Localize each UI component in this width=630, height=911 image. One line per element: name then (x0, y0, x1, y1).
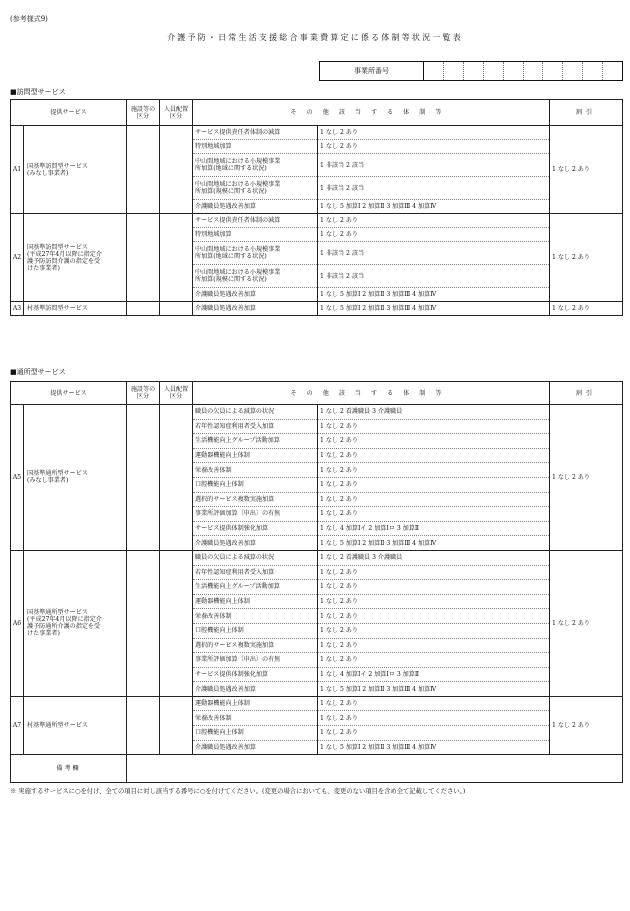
system-item-label: 栄養改善体制 (193, 711, 318, 726)
system-item-label: 口腔機能向上体制 (193, 477, 318, 492)
service-code: A5 (11, 405, 24, 551)
system-item-label: 生活機能向上グループ活動加算 (193, 580, 318, 595)
staff-type-cell[interactable] (160, 405, 193, 551)
system-item-label: 介護職員処遇改善加算 (193, 740, 318, 755)
system-item-options[interactable]: 1 なし 2 あり (318, 609, 550, 624)
system-item-label: 中山間地域における小規模事業 所加算(地域に関する状況) (193, 154, 318, 177)
system-item-label: 中山間地域における小規模事業 所加算(地域に関する状況) (193, 242, 318, 265)
service-name[interactable]: 村基準通所型サービス (24, 696, 127, 754)
system-item-label: 運動器機能向上体制 (193, 696, 318, 711)
service-name[interactable]: 国基準訪問型サービス (平成27年4月以降に指定介 護予防訪問介護の指定を受 けた事業者) (24, 214, 127, 302)
system-item-label: 職員の欠員による減算の状況 (193, 405, 318, 420)
day-service-table (10, 381, 623, 783)
visit-service-table (10, 99, 623, 316)
system-item-label: 事業所評価加算〔申出〕の有無 (193, 653, 318, 668)
system-item-label: 介護職員処遇改善加算 (193, 536, 318, 551)
system-item-options[interactable]: 1 なし 2 あり (318, 594, 550, 609)
discount-options[interactable]: 1 なし 2 あり (550, 550, 623, 696)
system-item-options[interactable]: 1 なし 2 あり (318, 711, 550, 726)
header-discount: 割引 (550, 382, 623, 405)
system-item-label: サービス提供体制強化加算 (193, 521, 318, 536)
office-number-digit[interactable] (504, 62, 524, 80)
table-row (11, 696, 623, 711)
facility-type-cell[interactable] (127, 302, 160, 316)
system-item-options[interactable]: 1 なし 2 あり (318, 463, 550, 478)
header-other-systems: その他該当する体制等 (193, 100, 550, 126)
discount-options[interactable]: 1 なし 2 あり (550, 302, 623, 316)
system-item-label: 生活機能向上グループ活動加算 (193, 434, 318, 449)
staff-type-cell[interactable] (160, 302, 193, 316)
system-item-options[interactable]: 1 なし 2 あり (318, 638, 550, 653)
office-number-digit[interactable] (563, 62, 583, 80)
visit-section-title: ■訪問型サービス (10, 88, 66, 96)
system-item-label: 運動器機能向上体制 (193, 448, 318, 463)
service-name[interactable]: 国基準訪問型サービス (みなし事業者) (24, 126, 127, 214)
office-number-box (319, 61, 623, 81)
system-item-label: 介護職員処遇改善加算 (193, 288, 318, 302)
staff-type-cell[interactable] (160, 214, 193, 302)
table-row (11, 214, 623, 228)
staff-type-cell[interactable] (160, 696, 193, 754)
system-item-options[interactable]: 1 なし 5 加算Ⅰ 2 加算Ⅱ 3 加算Ⅲ 4 加算Ⅳ (318, 740, 550, 755)
service-name[interactable]: 国基準通所型サービス (平成27年4月以降に指定介 護予防通所介護の指定を受 けた事業者) (24, 550, 127, 696)
service-code: A3 (11, 302, 24, 316)
system-item-options[interactable]: 1 なし 2 あり (318, 140, 550, 154)
system-item-options[interactable]: 1 なし 5 加算Ⅰ 2 加算Ⅱ 3 加算Ⅲ 4 加算Ⅳ (318, 288, 550, 302)
office-number-label: 事業所番号 (320, 62, 424, 80)
system-item-options[interactable]: 1 なし 2 看護職員 3 介護職員 (318, 405, 550, 420)
system-item-options[interactable]: 1 なし 2 あり (318, 726, 550, 741)
office-number-digit[interactable] (484, 62, 504, 80)
office-number-digit[interactable] (583, 62, 603, 80)
system-item-options[interactable]: 1 なし 5 加算Ⅰ 2 加算Ⅱ 3 加算Ⅲ 4 加算Ⅳ (318, 200, 550, 214)
table-row (11, 550, 623, 565)
system-item-label: 選択的サービス複数実施加算 (193, 638, 318, 653)
day-section-title: ■通所型サービス (10, 368, 66, 376)
system-item-options[interactable]: 1 なし 2 看護職員 3 介護職員 (318, 550, 550, 565)
header-staff-type: 人員配置区分 (160, 382, 193, 405)
table-row (11, 126, 623, 140)
office-number-digit[interactable] (543, 62, 563, 80)
system-item-options[interactable]: 1 なし 2 あり (318, 492, 550, 507)
system-item-options[interactable]: 1 なし 4 加算Ⅰイ 2 加算Ⅰロ 3 加算Ⅱ (318, 521, 550, 536)
facility-type-cell[interactable] (127, 550, 160, 696)
header-service: 提供サービス (11, 100, 127, 126)
system-item-label: 口腔機能向上体制 (193, 726, 318, 741)
system-item-options[interactable]: 1 なし 2 あり (318, 228, 550, 242)
system-item-label: サービス提供責任者体制の減算 (193, 126, 318, 140)
header-staff-type: 人員配置区分 (160, 100, 193, 126)
system-item-options[interactable]: 1 なし 4 加算Ⅰイ 2 加算Ⅰロ 3 加算Ⅱ (318, 667, 550, 682)
system-item-options[interactable]: 1 なし 2 あり (318, 565, 550, 580)
system-item-label: 選択的サービス複数実施加算 (193, 492, 318, 507)
office-number-digit[interactable] (424, 62, 444, 80)
service-name[interactable]: 国基準通所型サービス (みなし事業者) (24, 405, 127, 551)
system-item-options[interactable]: 1 非該当 2 該当 (318, 177, 550, 200)
system-item-options[interactable]: 1 なし 2 あり (318, 214, 550, 228)
discount-options[interactable]: 1 なし 2 あり (550, 405, 623, 551)
system-item-label: 中山間地域における小規模事業 所加算(規模に関する状況) (193, 177, 318, 200)
office-number-digit[interactable] (524, 62, 544, 80)
system-item-options[interactable]: 1 非該当 2 該当 (318, 154, 550, 177)
footnote: ※ 実施するサービスに○を付け、全ての項目に対し該当する番号に○を付けてください。(変更の場合においても、変更のない項目を含め全て記載してください。) (10, 788, 466, 795)
facility-type-cell[interactable] (127, 405, 160, 551)
system-item-label: 職員の欠員による減算の状況 (193, 550, 318, 565)
discount-options[interactable]: 1 なし 2 あり (550, 696, 623, 754)
system-item-options[interactable]: 1 なし 5 加算Ⅰ 2 加算Ⅱ 3 加算Ⅲ 4 加算Ⅳ (318, 682, 550, 697)
system-item-options[interactable]: 1 なし 2 あり (318, 448, 550, 463)
system-item-label: 栄養改善体制 (193, 609, 318, 624)
system-item-label: サービス提供責任者体制の減算 (193, 214, 318, 228)
system-item-label: 介護職員処遇改善加算 (193, 682, 318, 697)
system-item-options[interactable]: 1 なし 2 あり (318, 653, 550, 668)
system-item-label: 介護職員処遇改善加算 (193, 200, 318, 214)
staff-type-cell[interactable] (160, 550, 193, 696)
visit-table-body (11, 126, 623, 316)
service-code: A7 (11, 696, 24, 754)
header-discount: 割引 (550, 100, 623, 126)
system-item-options[interactable]: 1 なし 5 加算Ⅰ 2 加算Ⅱ 3 加算Ⅲ 4 加算Ⅳ (318, 536, 550, 551)
system-item-label: 特別地域加算 (193, 228, 318, 242)
remarks-label: 備考欄 (11, 755, 127, 783)
header-facility-type: 施設等の区分 (127, 382, 160, 405)
service-name[interactable]: 村基準訪問型サービス (24, 302, 127, 316)
system-item-options[interactable]: 1 なし 2 あり (318, 580, 550, 595)
document-title: 介護予防・日常生活支援総合事業費算定に係る体制等状況一覧表 (167, 33, 463, 42)
service-code: A6 (11, 550, 24, 696)
system-item-label: 運動器機能向上体制 (193, 594, 318, 609)
remarks-field[interactable] (127, 755, 623, 783)
system-item-label: 中山間地域における小規模事業 所加算(規模に関する状況) (193, 265, 318, 288)
system-item-options[interactable]: 1 なし 2 あり (318, 126, 550, 140)
office-number-digit[interactable] (444, 62, 464, 80)
system-item-label: 事業所評価加算〔申出〕の有無 (193, 507, 318, 522)
office-number-digit[interactable] (603, 62, 622, 80)
system-item-label: 特別地域加算 (193, 140, 318, 154)
system-item-options[interactable]: 1 なし 2 あり (318, 419, 550, 434)
system-item-options[interactable]: 1 なし 2 あり (318, 477, 550, 492)
system-item-options[interactable]: 1 なし 2 あり (318, 623, 550, 638)
system-item-label: 口腔機能向上体制 (193, 623, 318, 638)
system-item-label: 栄養改善体制 (193, 463, 318, 478)
system-item-options[interactable]: 1 非該当 2 該当 (318, 265, 550, 288)
discount-options[interactable]: 1 なし 2 あり (550, 126, 623, 214)
facility-type-cell[interactable] (127, 126, 160, 214)
service-code: A2 (11, 214, 24, 302)
system-item-label: 若年性認知症利用者受入加算 (193, 565, 318, 580)
office-number-digit[interactable] (464, 62, 484, 80)
header-facility-type: 施設等の区分 (127, 100, 160, 126)
system-item-label: 介護職員処遇改善加算 (193, 302, 318, 316)
table-row (11, 405, 623, 420)
system-item-label: 若年性認知症利用者受入加算 (193, 419, 318, 434)
system-item-options[interactable]: 1 なし 5 加算Ⅰ 2 加算Ⅱ 3 加算Ⅲ 4 加算Ⅳ (318, 302, 550, 316)
system-item-options[interactable]: 1 なし 2 あり (318, 696, 550, 711)
system-item-options[interactable]: 1 非該当 2 該当 (318, 242, 550, 265)
table-row (11, 302, 623, 316)
system-item-options[interactable]: 1 なし 2 あり (318, 507, 550, 522)
discount-options[interactable]: 1 なし 2 あり (550, 214, 623, 302)
system-item-options[interactable]: 1 なし 2 あり (318, 434, 550, 449)
staff-type-cell[interactable] (160, 126, 193, 214)
facility-type-cell[interactable] (127, 696, 160, 754)
facility-type-cell[interactable] (127, 214, 160, 302)
system-item-label: サービス提供体制強化加算 (193, 667, 318, 682)
form-reference: (参考様式9) (10, 15, 48, 23)
header-service: 提供サービス (11, 382, 127, 405)
service-code: A1 (11, 126, 24, 214)
day-table-body (11, 405, 623, 755)
header-other-systems: その他該当する体制等 (193, 382, 550, 405)
